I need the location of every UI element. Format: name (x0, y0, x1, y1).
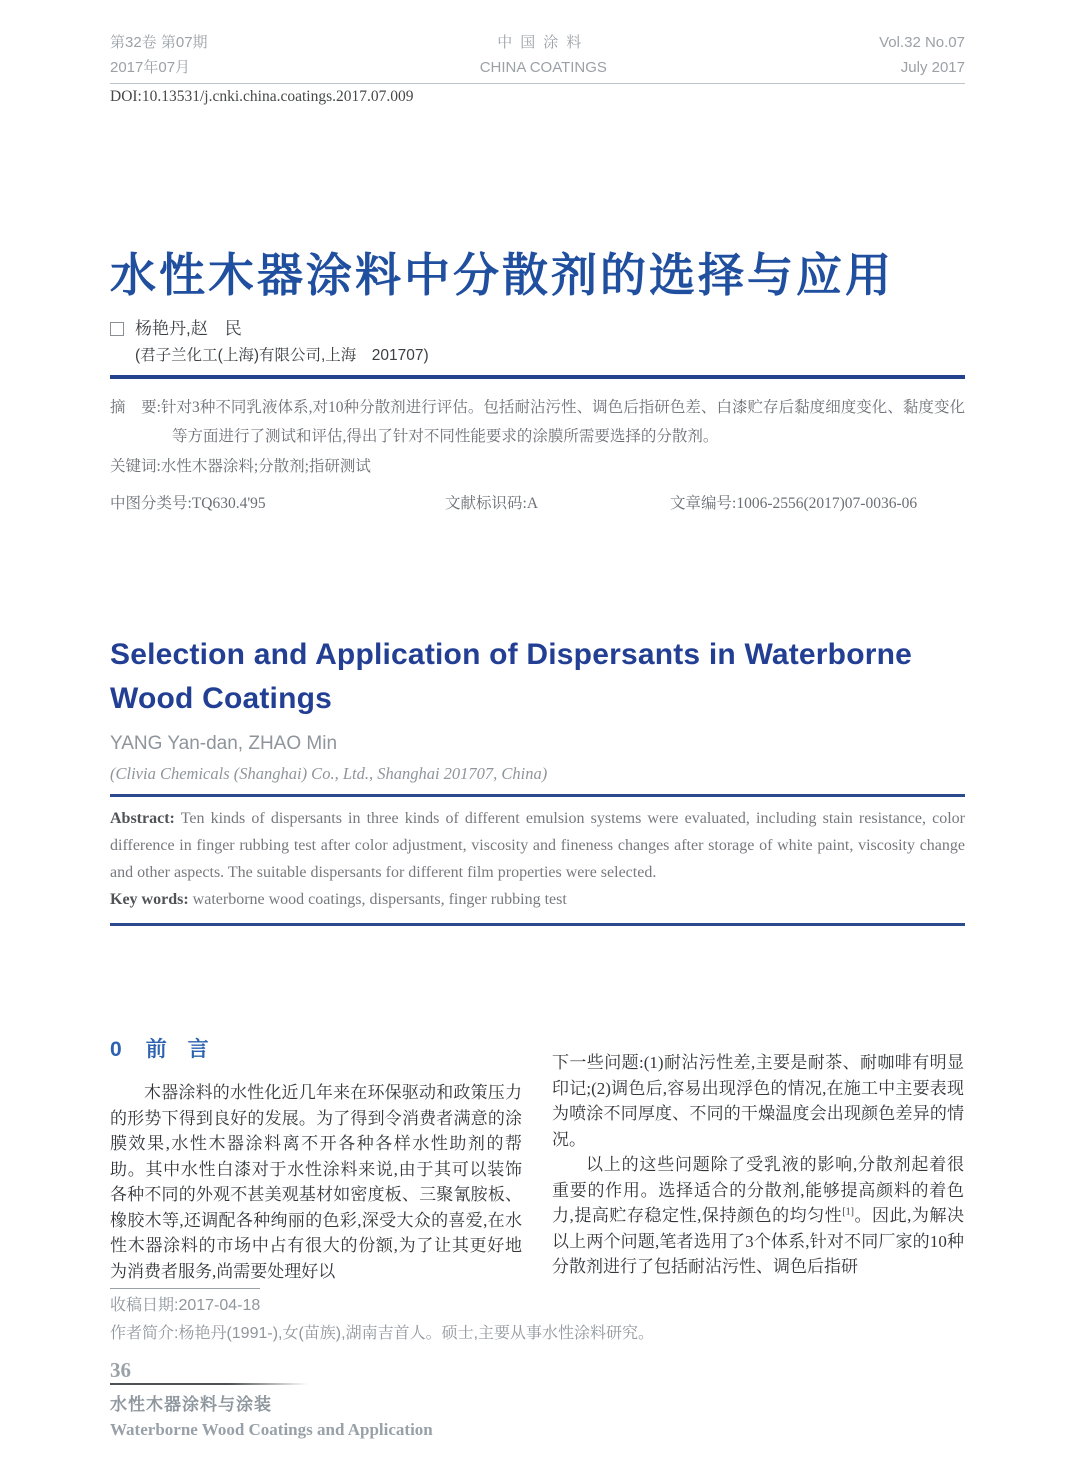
body-paragraph: 下一些问题:(1)耐沾污性差,主要是耐茶、耐咖啡有明显印记;(2)调色后,容易出现浮色的情况,在施工中主要表现为喷涂不同厚度、不同的干燥温度会出现颜色差异的情况。 (552, 1053, 964, 1149)
abstract-en (110, 805, 965, 886)
authors-en: YANG Yan-dan, ZHAO Min (110, 733, 338, 754)
header-left (110, 30, 208, 80)
date-cn: 2017年07月 (110, 59, 191, 76)
footer-rule (110, 1383, 308, 1386)
journal-name-en: CHINA COATINGS (479, 59, 607, 76)
header-right (879, 30, 965, 80)
journal-header (110, 30, 965, 84)
keywords-en-label: Key words: (110, 891, 189, 908)
body-columns (110, 1036, 965, 1284)
keywords-cn (110, 452, 965, 481)
column-left (110, 1036, 522, 1284)
keywords-cn-text: 水性木器涂料;分散剂;指研测试 (160, 458, 371, 475)
volume-issue-cn: 第32卷 第07期 (110, 34, 208, 51)
abstract-cn-label: 摘 要: (110, 399, 161, 416)
body-paragraph: 木器涂料的水性化近几年来在环保驱动和政策压力的形势下得到良好的发展。为了得到令消费者满意的涂膜效果,水性木器涂料离不开各种各样水性助剂的帮助。其中水性白漆对于水性涂料来说,由于其可以装饰各种不同的外观不甚美观基材如密度板、三聚氰胺板、橡胶木等,还调配各种绚丽的色彩,深受大众的喜爱,在水性木器涂料的市场中占有很大的份额,为了让其更好地为消费者服务,尚需要处理好以 (110, 1083, 522, 1281)
article-title-cn: 水性木器涂料中分散剂的选择与应用 (110, 249, 894, 301)
column-title-en: Waterborne Wood Coatings and Application (110, 1420, 433, 1439)
authors-cn: 杨艳丹,赵 民 (135, 319, 242, 338)
footnote-block (110, 1288, 965, 1345)
keywords-en (110, 886, 965, 913)
section-title: 前 言 (145, 1038, 209, 1061)
keywords-cn-label: 关键词: (110, 458, 161, 475)
author-marker-square (110, 322, 124, 336)
column-right (552, 1036, 964, 1284)
column-title-cn: 水性木器涂料与涂装 (110, 1395, 272, 1414)
article-title-en: Selection and Application of Dispersants in Waterborne Wood Coatings (110, 638, 913, 715)
page-number: 36 (110, 1357, 131, 1382)
clc-number: 中图分类号:TQ630.4'95 (110, 495, 266, 512)
reference-marker: [1] (842, 1206, 854, 1218)
doi: DOI:10.13531/j.cnki.china.coatings.2017.07.009 (110, 88, 414, 105)
document-code: 文献标识码:A (445, 495, 539, 512)
authors-row (110, 318, 965, 340)
abstract-en-box (110, 794, 965, 926)
section-heading-intro (110, 1036, 522, 1064)
abstract-en-text: Ten kinds of dispersants in three kinds of different emulsion systems were evaluated, including stain resistance, color difference in finger rubbing test after color adjustment, viscosity and fineness changes after storage of white paint, viscosity change and other aspects. The suitable dispersants for different film properties were selected. (110, 810, 965, 881)
affiliation-en: (Clivia Chemicals (Shanghai) Co., Ltd., Shanghai 201707, China) (110, 764, 548, 783)
abstract-cn-text: 针对3种不同乳液体系,对10种分散剂进行评估。包括耐沾污性、调色后指研色差、白漆贮存后黏度细度变化、黏度变化等方面进行了测试和评估,得出了针对不同性能要求的涂膜所需要选择的分散剂。 (160, 399, 965, 445)
title-divider-rule (110, 375, 965, 379)
abstract-cn (110, 393, 965, 451)
author-bio: 作者简介:杨艳丹(1991-),女(苗族),湖南吉首人。硕士,主要从事水性涂料研究。 (110, 1325, 655, 1342)
section-number: 0 (110, 1038, 122, 1061)
volume-issue-en: Vol.32 No.07 (879, 34, 965, 51)
affiliation-cn: (君子兰化工(上海)有限公司,上海 201707) (135, 347, 429, 364)
keywords-en-text: waterborne wood coatings, dispersants, finger rubbing test (188, 891, 567, 908)
chinese-meta-block (110, 393, 965, 515)
classification-row (110, 489, 965, 515)
english-block (110, 633, 965, 926)
abstract-en-label: Abstract: (110, 810, 175, 827)
journal-name-cn: 中国涂料 (497, 34, 590, 51)
article-number: 文章编号:1006-2556(2017)07-0036-06 (670, 495, 918, 512)
header-center (480, 30, 607, 80)
body-paragraph: 以上的这些问题除了受乳液的影响,分散剂起着很重要的作用。选择适合的分散剂,能够提高颜料的着色力,提高贮存稳定性,保持颜色的均匀性[1]。因此,为解决以上两个问题,笔者选用了3个体系,针对不同厂家的10种分散剂进行了包括耐沾污性、调色后指研 (552, 1155, 965, 1276)
page-footer (110, 1358, 433, 1442)
footnote-rule (110, 1288, 260, 1289)
date-en: July 2017 (900, 59, 965, 76)
received-date: 收稿日期:2017-04-18 (110, 1297, 261, 1314)
